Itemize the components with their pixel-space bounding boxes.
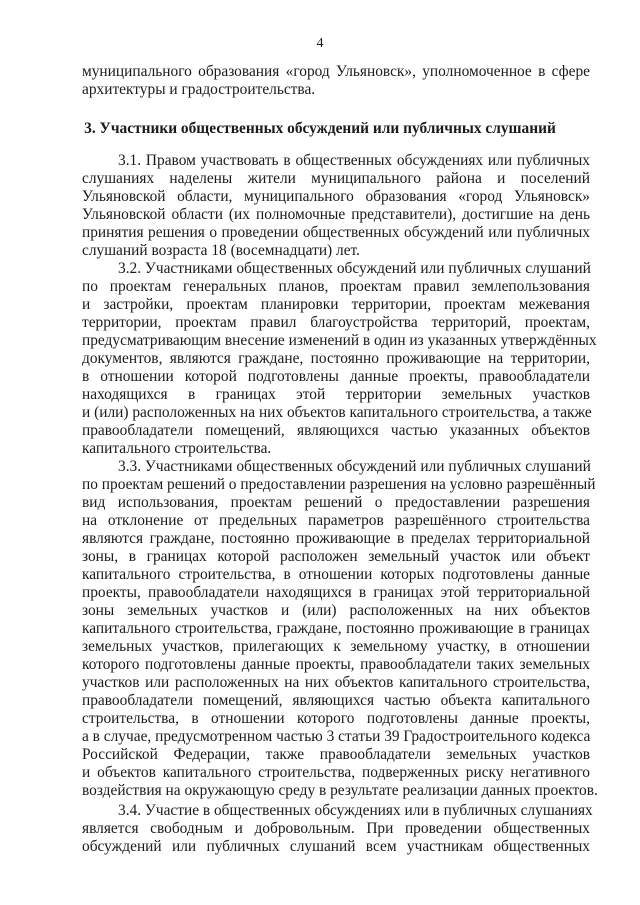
paragraph-line: и (или) расположенных на них объектов капитального строительства, а также [82, 404, 592, 421]
page-number: 4 [316, 36, 324, 51]
paragraph-line: которого подготовлены данные проекты, правообладатели таких земельных [82, 656, 590, 673]
paragraph-line: на отклонение от предельных параметров разрешённого строительства [82, 512, 590, 529]
intro-line: архитектуры и градостроительства. [82, 81, 316, 98]
paragraph-line: слушаниях наделены жители муниципального района и поселений [82, 170, 590, 187]
paragraph-line: зоны, в границах которой расположен земельный участок или объект [82, 548, 590, 565]
paragraph-line: Ульяновской области (их полномочные представители), достигшие на день [82, 206, 590, 223]
paragraph-line: находящихся в границах этой территории земельных участков [82, 386, 590, 403]
paragraph-line: принятия решения о проведении общественных обсуждений или публичных [82, 224, 590, 241]
paragraph-line: участков или расположенных на них объектов капитального строительства, [82, 674, 590, 691]
paragraph-line: и объектов капитального строительства, подверженных риску негативного [82, 764, 590, 781]
paragraph-line: вид использования, проектам решений о предоставлении разрешения [82, 494, 590, 511]
paragraph-line: правообладатели помещений, являющихся частью объекта капитального [82, 692, 590, 709]
paragraph-line: капитального строительства, в отношении которых подготовлены данные [82, 566, 590, 583]
paragraph-line: воздействия на окружающую среду в результате реализации данных проектов. [82, 782, 598, 799]
paragraph-line: зоны земельных участков и (или) расположенных на них объектов [82, 602, 590, 619]
paragraph-line: правообладатели помещений, являющихся частью указанных объектов [82, 422, 590, 439]
paragraph-line: и застройки, проектам планировки территории, проектам межевания [82, 296, 590, 313]
paragraph-line: являются граждане, постоянно проживающие в пределах территориальной [82, 530, 590, 547]
paragraph-line: по проектам решений о предоставлении разрешения на условно разрешённый [82, 476, 596, 493]
paragraph-line: 3.2. Участниками общественных обсуждений или публичных слушаний [118, 260, 591, 277]
paragraph-line: 3.3. Участниками общественных обсуждений или публичных слушаний [118, 458, 591, 475]
paragraph-line: строительства, в отношении которого подготовлены данные проекты, [82, 710, 590, 727]
paragraph-line: в отношении которой подготовлены данные проекты, правообладатели [82, 368, 590, 385]
paragraph-line: по проектам генеральных планов, проектам правил землепользования [82, 278, 590, 295]
paragraph-line: проекты, правообладатели находящихся в границах этой территориальной [82, 584, 590, 601]
paragraph-line: Российской Федерации, также правообладатели земельных участков [82, 746, 590, 763]
paragraph-line: слушаний возраста 18 (восемнадцати) лет. [82, 242, 360, 259]
paragraph-line: а в случае, предусмотренном частью 3 статьи 39 Градостроительного кодекса [82, 728, 591, 745]
paragraph-line: капитального строительства. [82, 440, 272, 457]
paragraph-line: земельных участков, прилегающих к земельному участку, в отношении [82, 638, 590, 655]
paragraph-line: обсуждений или публичных слушаний всем участникам общественных [82, 838, 590, 855]
paragraph-line: 3.1. Правом участвовать в общественных обсуждениях или публичных [118, 152, 590, 169]
paragraph-line: Ульяновской области, муниципального образования «город Ульяновск» [82, 188, 590, 205]
intro-line: муниципального образования «город Ульяновск», уполномоченное в сфере [82, 63, 590, 80]
paragraph-line: является свободным и добровольным. При проведении общественных [82, 820, 590, 837]
paragraph-line: территории, проектам правил благоустройства территорий, проектам, [82, 314, 590, 331]
paragraph-line: 3.4. Участие в общественных обсуждениях или в публичных слушаниях [118, 802, 593, 819]
section-heading: 3. Участники общественных обсуждений или публичных слушаний [84, 120, 556, 137]
paragraph-line: документов, являются граждане, постоянно проживающие на территории, [82, 350, 590, 367]
paragraph-line: предусматривающим внесение изменений в один из указанных утверждённых [82, 332, 597, 349]
paragraph-line: капитального строительства, граждане, постоянно проживающие в границах [82, 620, 590, 637]
